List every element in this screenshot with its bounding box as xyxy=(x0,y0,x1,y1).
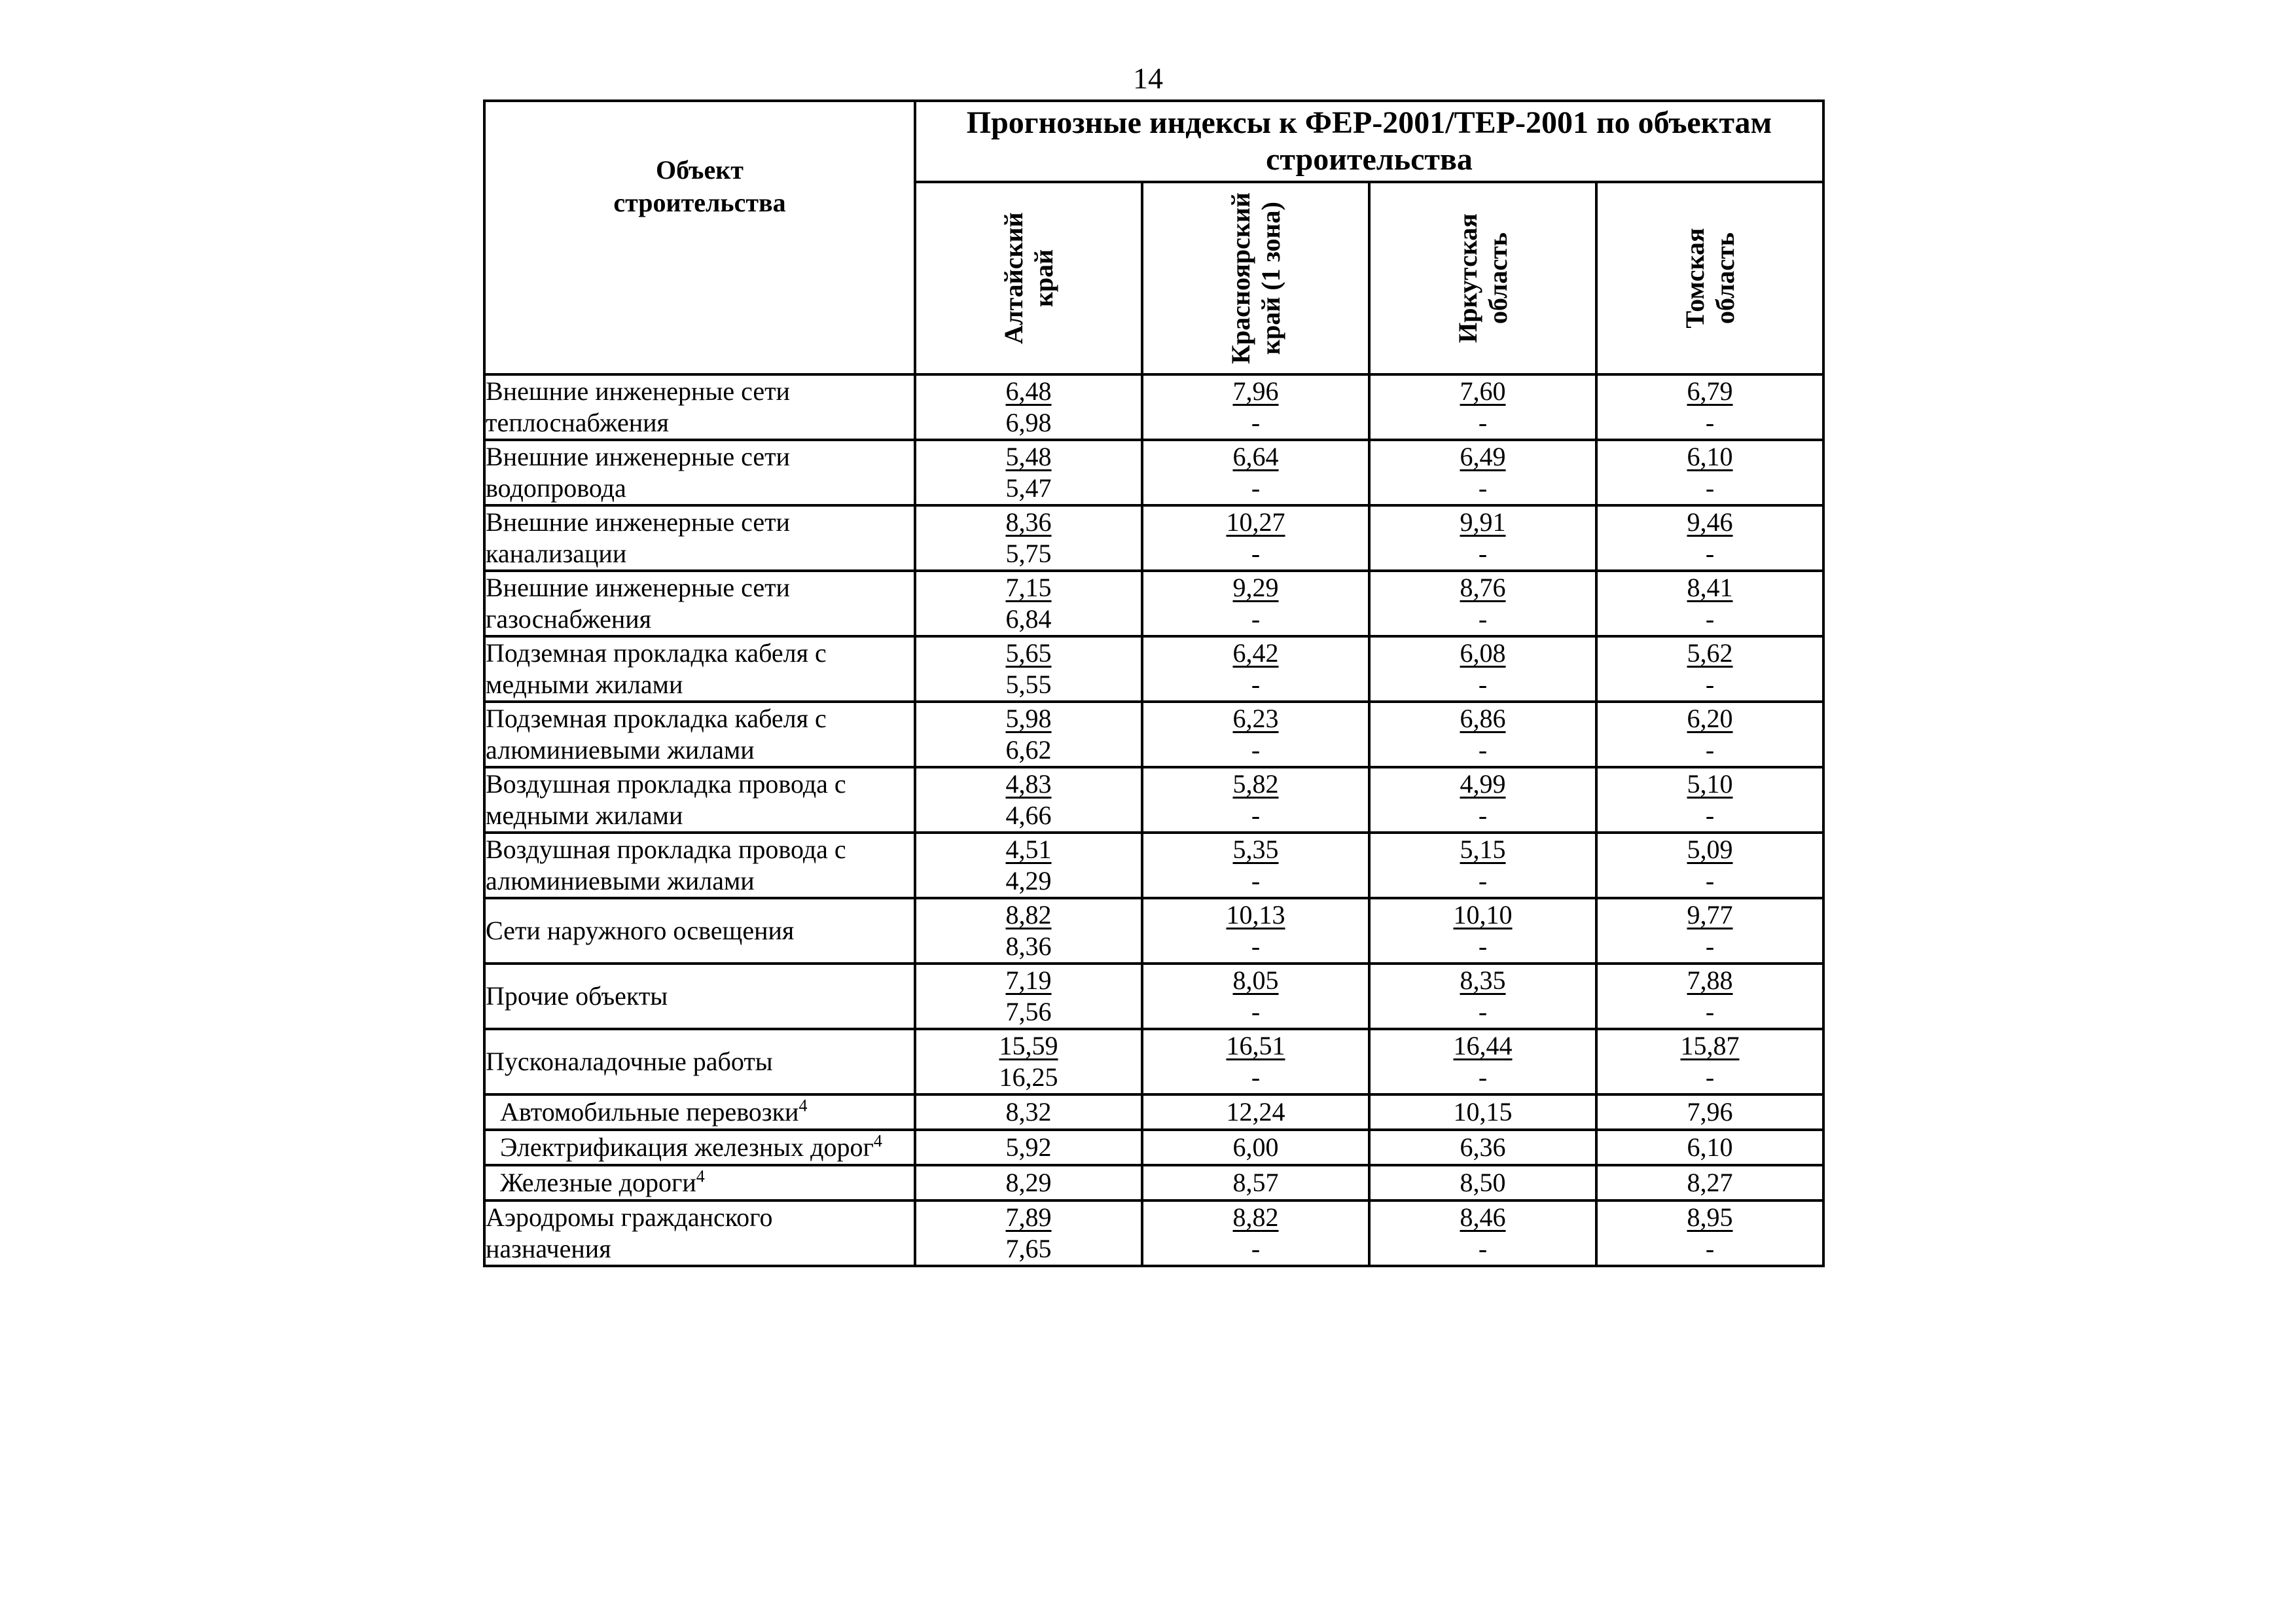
secondary-index-value: - xyxy=(1478,801,1488,830)
secondary-index-value: - xyxy=(1478,670,1488,699)
object-name-cell xyxy=(484,964,915,1029)
forecast-index-value: 6,20 xyxy=(1687,704,1733,733)
object-name-line: Воздушная прокладка провода с xyxy=(486,835,846,864)
index-value-cell xyxy=(915,1029,1142,1094)
object-name-line: назначения xyxy=(486,1234,611,1263)
index-value-cell xyxy=(1369,767,1596,833)
table-row xyxy=(484,898,1823,964)
secondary-index-value: - xyxy=(1705,931,1715,961)
forecast-index-value: 16,51 xyxy=(1226,1031,1285,1060)
secondary-index-value: - xyxy=(1251,408,1261,437)
table-row xyxy=(484,1130,1823,1165)
object-name-line: Подземная прокладка кабеля с xyxy=(486,704,827,733)
object-name-line: канализации xyxy=(486,539,627,568)
region-header-krasnoyarsk xyxy=(1142,182,1369,374)
forecast-index-value: 8,29 xyxy=(1005,1168,1052,1197)
object-name-cell xyxy=(484,702,915,767)
forecast-index-value: 10,13 xyxy=(1226,900,1285,929)
index-value-cell xyxy=(1596,767,1823,833)
object-name-line: медными жилами xyxy=(486,801,683,830)
index-value-cell xyxy=(1142,1130,1369,1165)
object-name-cell xyxy=(484,898,915,964)
forecast-index-value: 8,41 xyxy=(1687,573,1733,602)
table-row xyxy=(484,374,1823,440)
object-name-line: Автомобильные перевозки xyxy=(500,1097,799,1127)
forecast-index-value: 6,36 xyxy=(1460,1132,1506,1162)
secondary-index-value: - xyxy=(1705,473,1715,503)
index-value-cell xyxy=(915,1130,1142,1165)
index-value-cell xyxy=(1142,833,1369,898)
object-column-header xyxy=(484,101,915,374)
index-value-cell xyxy=(1369,374,1596,440)
region-header-altai xyxy=(915,182,1142,374)
forecast-index-value: 6,79 xyxy=(1687,376,1733,406)
secondary-index-value: - xyxy=(1251,866,1261,895)
table-row xyxy=(484,702,1823,767)
secondary-index-value: - xyxy=(1251,801,1261,830)
table-row xyxy=(484,571,1823,636)
object-name-cell xyxy=(484,1130,915,1165)
index-group-header: Прогнозные индексы к ФЕР-2001/ТЕР-2001 по объектам строительства xyxy=(915,101,1823,182)
forecast-index-value: 6,08 xyxy=(1460,638,1506,668)
index-value-cell xyxy=(915,767,1142,833)
index-value-cell xyxy=(1142,1094,1369,1130)
object-name-line: Внешние инженерные сети xyxy=(486,507,790,537)
secondary-index-value: - xyxy=(1478,604,1488,634)
secondary-index-value: - xyxy=(1705,539,1715,568)
forecast-index-value: 5,62 xyxy=(1687,638,1733,668)
secondary-index-value: - xyxy=(1705,801,1715,830)
secondary-index-value: 4,66 xyxy=(1005,801,1052,830)
table-row xyxy=(484,505,1823,571)
forecast-index-value: 8,32 xyxy=(1005,1097,1052,1127)
secondary-index-value: 8,36 xyxy=(1005,931,1052,961)
index-value-cell xyxy=(1369,833,1596,898)
index-value-cell xyxy=(915,833,1142,898)
forecast-index-value: 7,96 xyxy=(1687,1097,1733,1127)
index-value-cell xyxy=(1369,1094,1596,1130)
index-value-cell xyxy=(1369,571,1596,636)
forecast-index-value: 5,65 xyxy=(1005,638,1052,668)
index-value-cell xyxy=(915,1200,1142,1266)
forecast-index-value: 7,96 xyxy=(1232,376,1279,406)
secondary-index-value: - xyxy=(1705,408,1715,437)
index-value-cell xyxy=(1369,440,1596,505)
object-name-line: медными жилами xyxy=(486,670,683,699)
index-value-cell xyxy=(915,1165,1142,1200)
forecast-index-value: 5,09 xyxy=(1687,835,1733,864)
forecast-index-value: 6,42 xyxy=(1232,638,1279,668)
secondary-index-value: 6,62 xyxy=(1005,735,1052,765)
object-name-cell xyxy=(484,767,915,833)
region-header-line: Алтайский xyxy=(998,212,1028,344)
index-value-cell xyxy=(1142,440,1369,505)
table-row xyxy=(484,440,1823,505)
forecast-index-value: 8,82 xyxy=(1005,900,1052,929)
object-name-line: Подземная прокладка кабеля с xyxy=(486,638,827,668)
secondary-index-value: 6,84 xyxy=(1005,604,1052,634)
object-name-line: Сети наружного освещения xyxy=(486,916,795,945)
secondary-index-value: 5,75 xyxy=(1005,539,1052,568)
secondary-index-value: - xyxy=(1251,539,1261,568)
secondary-index-value: - xyxy=(1478,473,1488,503)
index-value-cell xyxy=(1596,1165,1823,1200)
secondary-index-value: 5,55 xyxy=(1005,670,1052,699)
page-number: 14 xyxy=(1133,62,1163,95)
secondary-index-value: 16,25 xyxy=(999,1062,1058,1092)
secondary-index-value: - xyxy=(1478,408,1488,437)
secondary-index-value: - xyxy=(1251,1062,1261,1092)
region-header-irkutsk xyxy=(1369,182,1596,374)
object-name-line: Пусконаладочные работы xyxy=(486,1047,773,1076)
index-value-cell xyxy=(1142,702,1369,767)
index-value-cell xyxy=(1142,964,1369,1029)
index-value-cell xyxy=(1369,898,1596,964)
secondary-index-value: - xyxy=(1478,866,1488,895)
forecast-index-value: 15,59 xyxy=(999,1031,1058,1060)
object-name-cell xyxy=(484,636,915,702)
object-name-cell xyxy=(484,571,915,636)
object-name-line: алюминиевыми жилами xyxy=(486,866,755,895)
index-value-cell xyxy=(1596,440,1823,505)
secondary-index-value: - xyxy=(1251,931,1261,961)
object-name-cell xyxy=(484,505,915,571)
region-header-line: край (1 зона) xyxy=(1255,201,1285,355)
forecast-index-value: 9,46 xyxy=(1687,507,1733,537)
object-name-cell xyxy=(484,1165,915,1200)
forecast-index-value: 6,49 xyxy=(1460,442,1506,471)
forecast-index-value: 8,76 xyxy=(1460,573,1506,602)
secondary-index-value: - xyxy=(1705,670,1715,699)
forecast-index-value: 5,98 xyxy=(1005,704,1052,733)
secondary-index-value: - xyxy=(1478,931,1488,961)
table-row xyxy=(484,636,1823,702)
region-header-line: область xyxy=(1482,232,1513,324)
object-header-line: строительства xyxy=(613,188,786,217)
forecast-index-value: 6,23 xyxy=(1232,704,1279,733)
secondary-index-value: 4,29 xyxy=(1005,866,1052,895)
index-value-cell xyxy=(1369,964,1596,1029)
forecast-index-value: 8,50 xyxy=(1460,1168,1506,1197)
index-value-cell xyxy=(1596,964,1823,1029)
construction-index-table xyxy=(483,99,1825,1267)
index-value-cell xyxy=(1596,833,1823,898)
forecast-index-value: 6,10 xyxy=(1687,1132,1733,1162)
table-row xyxy=(484,1094,1823,1130)
index-value-cell xyxy=(1369,1029,1596,1094)
forecast-index-value: 10,27 xyxy=(1226,507,1285,537)
object-name-cell xyxy=(484,1029,915,1094)
secondary-index-value: - xyxy=(1478,1062,1488,1092)
table-row xyxy=(484,767,1823,833)
index-value-cell xyxy=(915,1094,1142,1130)
table-row xyxy=(484,1029,1823,1094)
index-value-cell xyxy=(1596,1029,1823,1094)
region-header-line: область xyxy=(1710,232,1740,324)
forecast-index-value: 16,44 xyxy=(1453,1031,1513,1060)
index-value-cell xyxy=(1369,1165,1596,1200)
object-name-cell xyxy=(484,374,915,440)
secondary-index-value: - xyxy=(1705,997,1715,1026)
secondary-index-value: - xyxy=(1478,997,1488,1026)
forecast-index-value: 6,48 xyxy=(1005,376,1052,406)
index-value-cell xyxy=(1142,505,1369,571)
forecast-index-value: 5,48 xyxy=(1005,442,1052,471)
forecast-index-value: 8,36 xyxy=(1005,507,1052,537)
index-value-cell xyxy=(915,898,1142,964)
index-value-cell xyxy=(1596,702,1823,767)
footnote-marker: 4 xyxy=(696,1166,705,1186)
object-name-cell xyxy=(484,440,915,505)
forecast-index-value: 9,29 xyxy=(1232,573,1279,602)
index-value-cell xyxy=(1369,702,1596,767)
secondary-index-value: 7,65 xyxy=(1005,1234,1052,1263)
object-name-line: Электрификация железных дорог xyxy=(500,1132,874,1162)
forecast-index-value: 10,10 xyxy=(1453,900,1513,929)
secondary-index-value: - xyxy=(1251,670,1261,699)
secondary-index-value: - xyxy=(1705,866,1715,895)
secondary-index-value: 6,98 xyxy=(1005,408,1052,437)
forecast-index-value: 8,95 xyxy=(1687,1202,1733,1232)
index-value-cell xyxy=(915,636,1142,702)
forecast-index-value: 10,15 xyxy=(1453,1097,1513,1127)
object-name-line: Воздушная прокладка провода с xyxy=(486,769,846,799)
index-value-cell xyxy=(1142,1029,1369,1094)
region-header-tomsk xyxy=(1596,182,1823,374)
region-header-line: Красноярский xyxy=(1225,192,1255,364)
index-value-cell xyxy=(1142,767,1369,833)
index-value-cell xyxy=(915,571,1142,636)
object-name-line: Прочие объекты xyxy=(486,981,668,1011)
region-header-line: край xyxy=(1028,249,1058,308)
object-name-line: газоснабжения xyxy=(486,604,652,634)
object-name-line: алюминиевыми жилами xyxy=(486,735,755,765)
index-value-cell xyxy=(915,702,1142,767)
secondary-index-value: - xyxy=(1251,1234,1261,1263)
table-row xyxy=(484,1200,1823,1266)
index-value-cell xyxy=(1596,636,1823,702)
object-name-line: Внешние инженерные сети xyxy=(486,376,790,406)
forecast-index-value: 8,35 xyxy=(1460,965,1506,995)
forecast-index-value: 8,27 xyxy=(1687,1168,1733,1197)
index-value-cell xyxy=(1369,1200,1596,1266)
index-value-cell xyxy=(1142,636,1369,702)
secondary-index-value: - xyxy=(1705,735,1715,765)
index-value-cell xyxy=(1596,571,1823,636)
index-value-cell xyxy=(1142,1165,1369,1200)
object-name-line: Внешние инженерные сети xyxy=(486,442,790,471)
index-value-cell xyxy=(1142,898,1369,964)
forecast-index-value: 12,24 xyxy=(1226,1097,1285,1127)
index-value-cell xyxy=(1596,374,1823,440)
secondary-index-value: - xyxy=(1478,1234,1488,1263)
footnote-marker: 4 xyxy=(873,1131,882,1151)
index-value-cell xyxy=(1142,374,1369,440)
index-value-cell xyxy=(915,374,1142,440)
forecast-index-value: 8,46 xyxy=(1460,1202,1506,1232)
object-name-line: Аэродромы гражданского xyxy=(486,1202,773,1232)
secondary-index-value: - xyxy=(1251,735,1261,765)
index-value-cell xyxy=(915,440,1142,505)
index-value-cell xyxy=(1596,1130,1823,1165)
footnote-marker: 4 xyxy=(798,1096,808,1115)
secondary-index-value: - xyxy=(1705,1062,1715,1092)
forecast-index-value: 5,35 xyxy=(1232,835,1279,864)
secondary-index-value: - xyxy=(1705,1234,1715,1263)
forecast-index-value: 4,99 xyxy=(1460,769,1506,799)
index-value-cell xyxy=(1142,571,1369,636)
table-row xyxy=(484,833,1823,898)
forecast-index-value: 4,51 xyxy=(1005,835,1052,864)
forecast-index-value: 7,89 xyxy=(1005,1202,1052,1232)
object-name-line: Внешние инженерные сети xyxy=(486,573,790,602)
forecast-index-value: 4,83 xyxy=(1005,769,1052,799)
forecast-index-value: 5,82 xyxy=(1232,769,1279,799)
forecast-index-value: 7,88 xyxy=(1687,965,1733,995)
index-value-cell xyxy=(1596,1094,1823,1130)
index-value-cell xyxy=(1596,898,1823,964)
object-header-line: Объект xyxy=(656,155,744,185)
forecast-index-value: 6,86 xyxy=(1460,704,1506,733)
forecast-index-value: 7,60 xyxy=(1460,376,1506,406)
table-row xyxy=(484,964,1823,1029)
forecast-index-value: 7,15 xyxy=(1005,573,1052,602)
forecast-index-value: 8,57 xyxy=(1232,1168,1279,1197)
forecast-index-value: 9,91 xyxy=(1460,507,1506,537)
forecast-index-value: 5,10 xyxy=(1687,769,1733,799)
index-value-cell xyxy=(1596,505,1823,571)
forecast-index-value: 7,19 xyxy=(1005,965,1052,995)
forecast-index-value: 6,10 xyxy=(1687,442,1733,471)
object-name-cell xyxy=(484,1200,915,1266)
forecast-index-value: 6,64 xyxy=(1232,442,1279,471)
forecast-index-value: 6,00 xyxy=(1232,1132,1279,1162)
forecast-index-value: 15,87 xyxy=(1680,1031,1740,1060)
index-value-cell xyxy=(915,964,1142,1029)
secondary-index-value: - xyxy=(1478,735,1488,765)
index-value-cell xyxy=(1369,505,1596,571)
forecast-index-value: 9,77 xyxy=(1687,900,1733,929)
forecast-index-value: 5,15 xyxy=(1460,835,1506,864)
secondary-index-value: - xyxy=(1251,604,1261,634)
index-value-cell xyxy=(1369,1130,1596,1165)
secondary-index-value: 7,56 xyxy=(1005,997,1052,1026)
forecast-index-value: 8,05 xyxy=(1232,965,1279,995)
index-value-cell xyxy=(1369,636,1596,702)
forecast-index-value: 5,92 xyxy=(1005,1132,1052,1162)
index-value-cell xyxy=(915,505,1142,571)
secondary-index-value: - xyxy=(1478,539,1488,568)
secondary-index-value: - xyxy=(1251,997,1261,1026)
index-value-cell xyxy=(1142,1200,1369,1266)
object-name-cell xyxy=(484,833,915,898)
secondary-index-value: - xyxy=(1251,473,1261,503)
index-value-cell xyxy=(1596,1200,1823,1266)
forecast-index-value: 8,82 xyxy=(1232,1202,1279,1232)
region-header-line: Томская xyxy=(1679,228,1710,329)
object-name-line: теплоснабжения xyxy=(486,408,669,437)
object-name-line: Железные дороги xyxy=(500,1168,696,1197)
object-name-line: водопровода xyxy=(486,473,626,503)
table-row xyxy=(484,1165,1823,1200)
object-name-cell xyxy=(484,1094,915,1130)
secondary-index-value: 5,47 xyxy=(1005,473,1052,503)
region-header-line: Иркутская xyxy=(1452,213,1482,343)
secondary-index-value: - xyxy=(1705,604,1715,634)
